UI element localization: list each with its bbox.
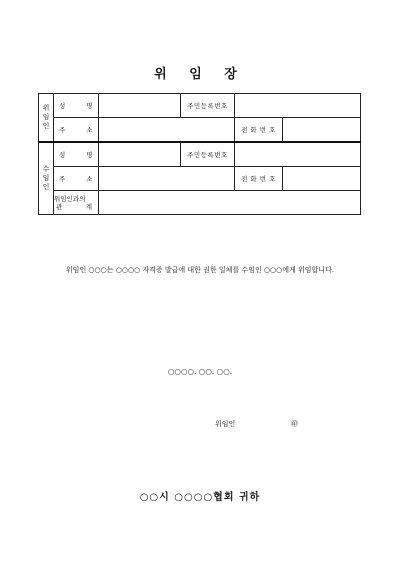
signer-label: 위임인 [215, 420, 236, 428]
seal-mark-icon: ㊞ [291, 420, 298, 428]
delegator-name-label: 성 명 [54, 94, 99, 118]
delegate-id-label: 주민등록번호 [181, 142, 235, 167]
addressee: ○○시 ○○○○협회 귀하 [139, 492, 261, 503]
delegation-statement: 위임인 ○○○는 ○○○○ 자격증 발급에 대한 권한 일체를 수임인 ○○○에게 위임합니다. [65, 266, 335, 274]
document-date: ○○○○. ○○. ○○. [167, 367, 233, 376]
relation-label: 위임인과의 관 계 [54, 191, 99, 215]
delegate-phone-label: 전 화 번 호 [235, 167, 283, 191]
delegator-id-field[interactable] [235, 94, 361, 118]
delegator-address-label: 주 소 [54, 118, 99, 143]
delegator-phone-field[interactable] [283, 118, 361, 143]
delegation-form-table [38, 93, 361, 215]
delegate-address-field[interactable] [99, 167, 235, 191]
relation-field[interactable] [99, 191, 361, 215]
delegate-name-field[interactable] [99, 142, 181, 167]
document-title: 위 임 장 [154, 67, 246, 82]
delegate-name-label: 성 명 [54, 142, 99, 167]
delegator-phone-label: 전 화 번 호 [235, 118, 283, 143]
delegator-address-field[interactable] [99, 118, 235, 143]
delegator-name-field[interactable] [99, 94, 181, 118]
delegate-id-field[interactable] [235, 142, 361, 167]
delegate-header: 수임인 [39, 142, 54, 215]
delegate-address-label: 주 소 [54, 167, 99, 191]
delegate-phone-field[interactable] [283, 167, 361, 191]
delegator-id-label: 주민등록번호 [181, 94, 235, 118]
delegator-header: 위임인 [39, 94, 54, 143]
